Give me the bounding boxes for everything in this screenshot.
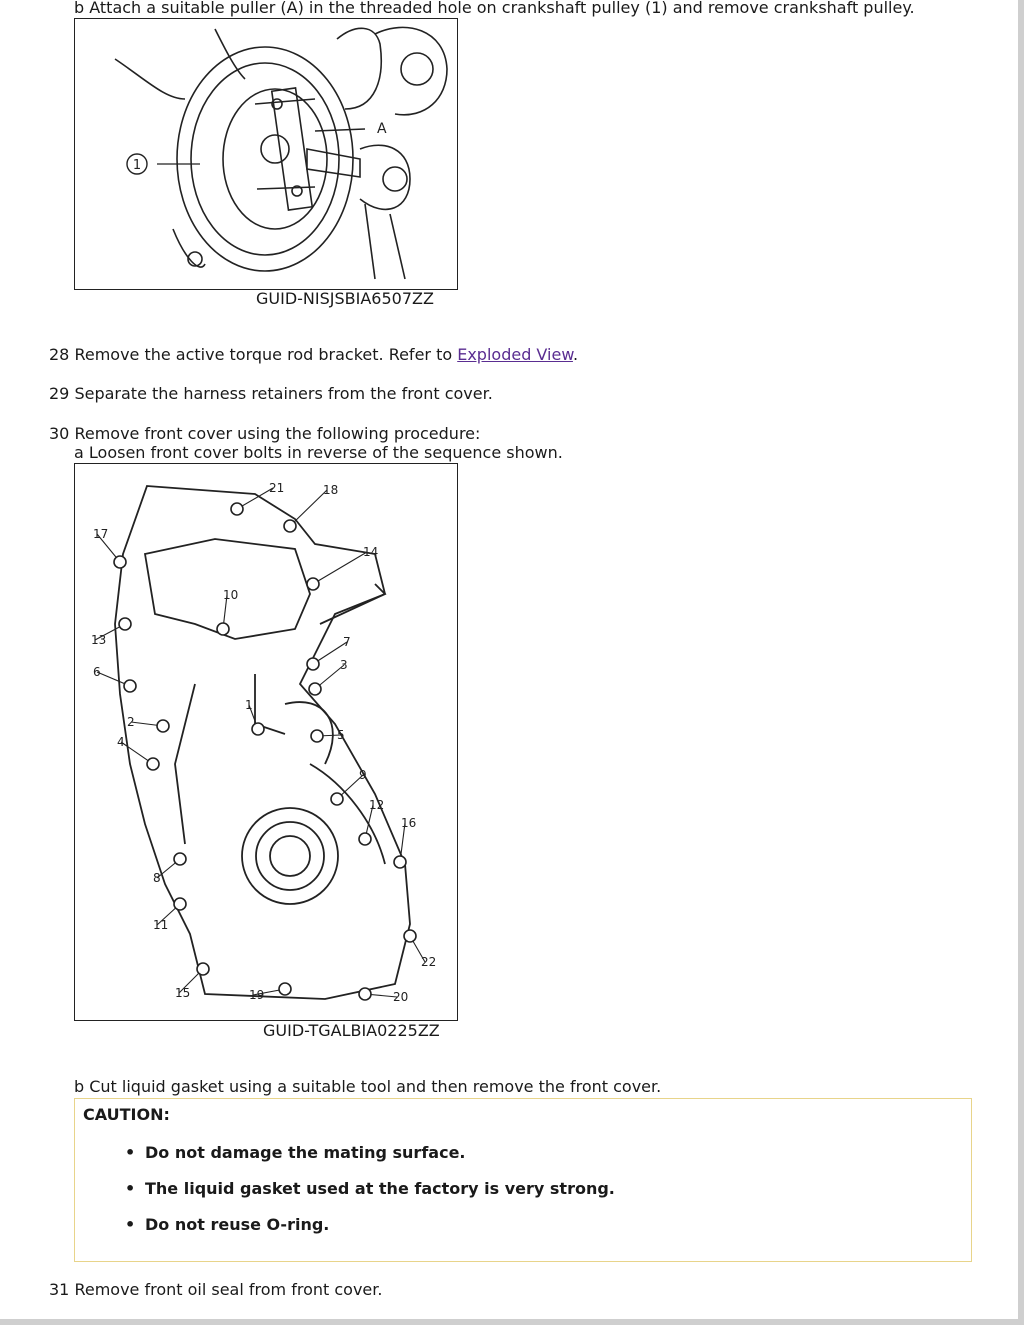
bolt-marker	[231, 503, 243, 515]
step-30b: b Cut liquid gasket using a suitable tool and then remove the front cover.	[74, 1077, 662, 1096]
bolt-marker	[119, 618, 131, 630]
bolt-number-label: 18	[323, 483, 339, 497]
bolt-marker	[157, 720, 169, 732]
bolt-number-label: 9	[359, 768, 367, 782]
step-30a: a Loosen front cover bolts in reverse of the sequence shown.	[74, 443, 563, 462]
figure1-label-tool: A	[377, 121, 387, 137]
bolt-number-label: 1	[245, 698, 253, 712]
caution-list	[123, 1143, 615, 1251]
bolt-marker	[279, 983, 291, 995]
bolt-marker	[307, 658, 319, 670]
step-31: 31 Remove front oil seal from front cover.	[49, 1280, 383, 1299]
bolt-marker	[284, 520, 296, 532]
bolt-number-label: 7	[343, 635, 351, 649]
crankshaft-puller-illustration	[75, 19, 457, 289]
figure1-caption: GUID-NISJSBIA6507ZZ	[256, 289, 434, 308]
exploded-view-link[interactable]: Exploded View	[457, 345, 573, 364]
bolt-number-label: 4	[117, 735, 125, 749]
bolt-marker	[147, 758, 159, 770]
bolt-marker	[174, 853, 186, 865]
leader-line	[290, 490, 327, 526]
bolt-number-label: 14	[363, 545, 379, 559]
bolt-number-label: 13	[91, 633, 107, 647]
step-28-text: 28 Remove the active torque rod bracket. Refer to	[49, 345, 458, 364]
bolt-marker	[404, 930, 416, 942]
bolt-marker	[331, 793, 343, 805]
bolt-marker	[307, 578, 319, 590]
figure-front-cover-bolt-sequence	[74, 463, 458, 1021]
bolt-marker	[311, 730, 323, 742]
caution-title: CAUTION:	[83, 1105, 170, 1124]
caution-item: • Do not reuse O-ring.	[123, 1215, 615, 1251]
bolt-number-label: 11	[153, 918, 169, 932]
bolt-number-label: 22	[421, 955, 437, 969]
bolt-number-label: 15	[175, 986, 191, 1000]
bolt-marker	[217, 623, 229, 635]
bolt-marker	[359, 988, 371, 1000]
front-cover-illustration	[75, 464, 457, 1020]
step-28	[49, 345, 578, 365]
step-29: 29 Separate the harness retainers from the front cover.	[49, 384, 493, 403]
leader-line	[313, 552, 367, 584]
bolt-marker	[197, 963, 209, 975]
bolt-marker	[359, 833, 371, 845]
bolt-number-label: 17	[93, 527, 109, 541]
bolt-number-label: 20	[393, 990, 409, 1004]
bolt-number-label: 12	[369, 798, 385, 812]
figure2-caption: GUID-TGALBIA0225ZZ	[263, 1021, 440, 1040]
scrollbar-track[interactable]	[1018, 0, 1024, 1325]
caution-box	[74, 1098, 972, 1262]
bolt-number-label: 16	[401, 816, 417, 830]
bolt-number-label: 8	[153, 871, 161, 885]
figure1-label-part: 1	[132, 158, 142, 173]
bolt-number-label: 19	[249, 988, 265, 1002]
bolt-marker	[394, 856, 406, 868]
bolt-marker	[309, 683, 321, 695]
figure-crankshaft-puller	[74, 18, 458, 290]
bolt-marker	[174, 898, 186, 910]
bolt-number-label: 2	[127, 715, 135, 729]
bolt-marker	[124, 680, 136, 692]
bolt-markers	[95, 488, 425, 1000]
step-b-pulley: b Attach a suitable puller (A) in the threaded hole on crankshaft pulley (1) and remove crankshaft pulley.	[74, 0, 915, 17]
bolt-marker	[114, 556, 126, 568]
bolt-number-label: 3	[340, 658, 348, 672]
bolt-number-label: 21	[269, 481, 285, 495]
bolt-marker	[252, 723, 264, 735]
caution-item: • The liquid gasket used at the factory is very strong.	[123, 1179, 615, 1215]
bolt-number-labels	[91, 481, 436, 1004]
bolt-number-label: 5	[337, 728, 345, 742]
step-28-period: .	[572, 345, 579, 364]
caution-item: • Do not damage the mating surface.	[123, 1143, 615, 1179]
bolt-number-label: 10	[223, 588, 239, 602]
step-30: 30 Remove front cover using the following procedure:	[49, 424, 481, 443]
horizontal-scrollbar-track[interactable]	[0, 1319, 1024, 1325]
bolt-number-label: 6	[93, 665, 101, 679]
